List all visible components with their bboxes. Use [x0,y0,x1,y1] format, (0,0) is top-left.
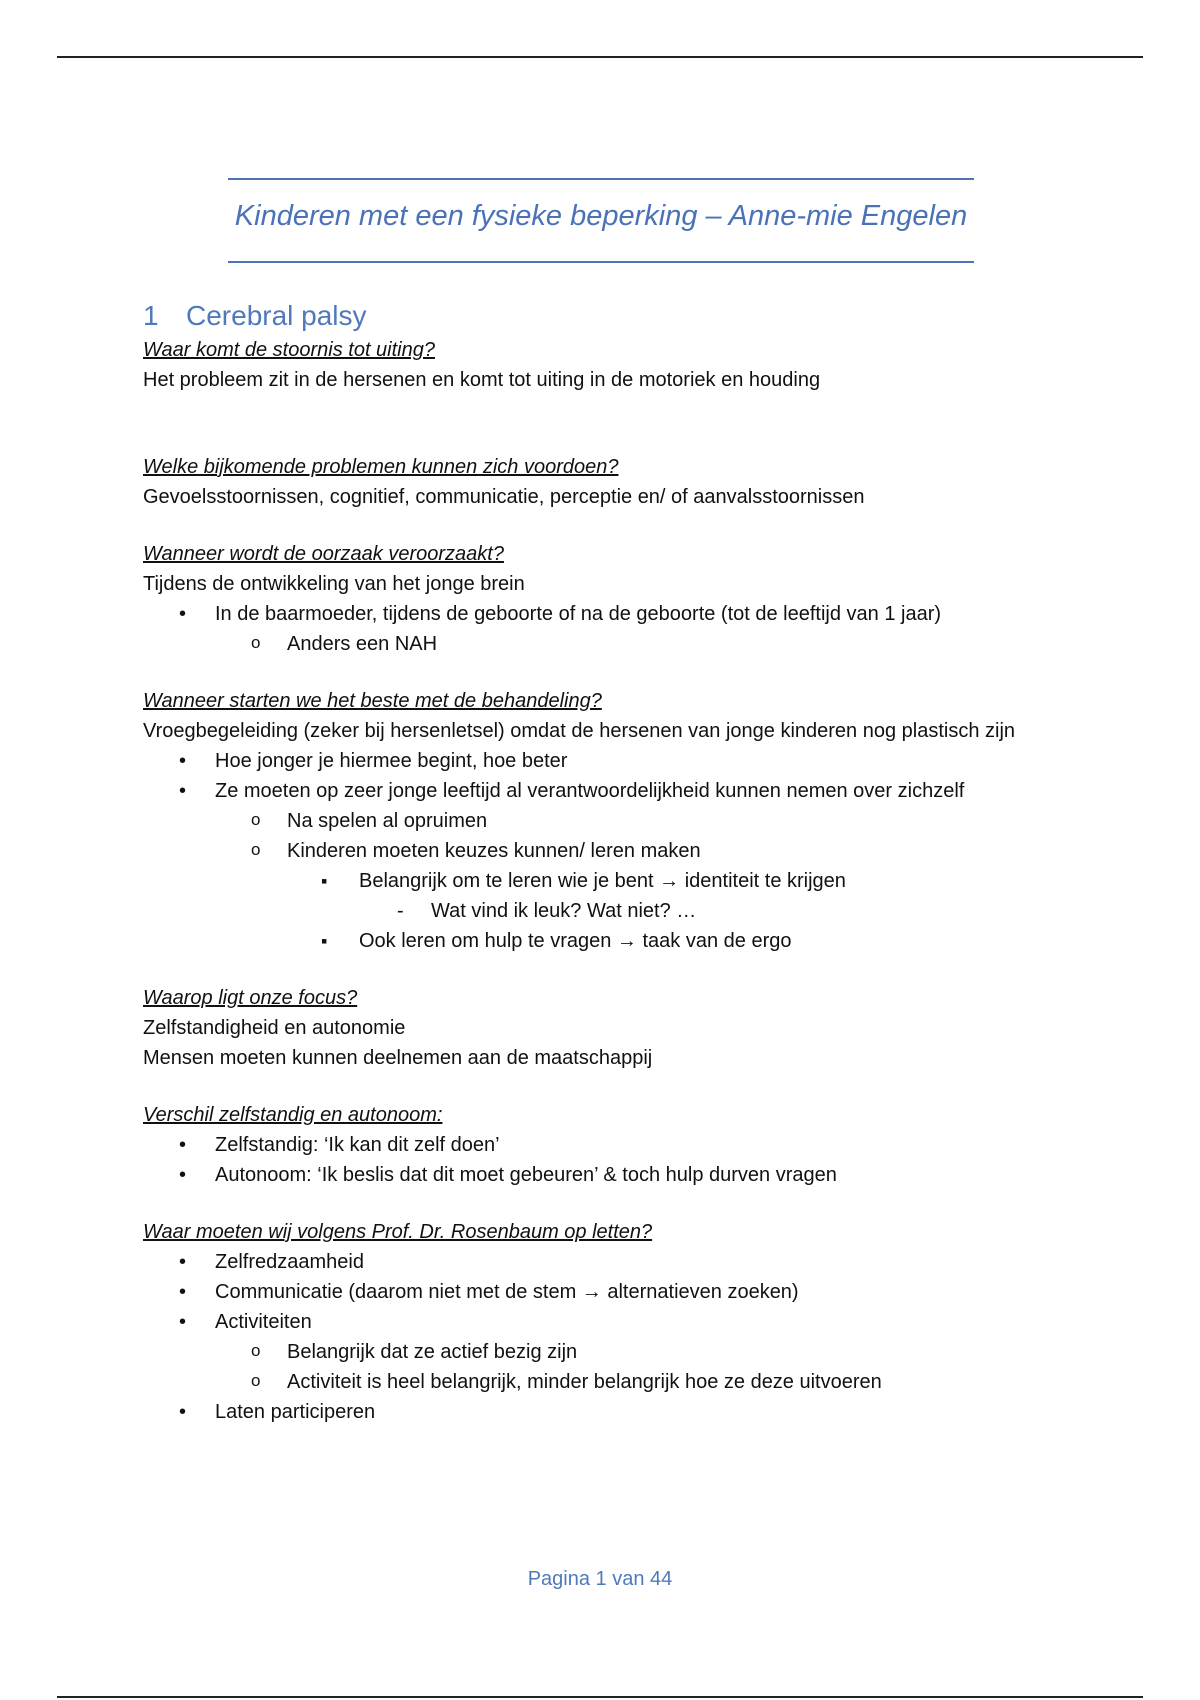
list-item: ▪ Belangrijk om te leren wie je bent → identiteit te krijgen - Wat vind ik leuk? Wat niet? … [287,866,1083,926]
title-bottom-border [228,261,974,263]
list-item: • In de baarmoeder, tijdens de geboorte of na de geboorte (tot de leeftijd van 1 jaar) o Anders een NAH [143,599,1083,659]
question-heading: Wanneer wordt de oorzaak veroorzaakt? [143,543,504,565]
answer-text: Tijdens de ontwikkeling van het jonge brein [143,573,525,595]
list-item: o Anders een NAH [215,629,1083,659]
bullet-list [143,1247,1083,1427]
bullet-list [143,1130,1083,1190]
dash-list [359,896,1083,926]
list-item: • Hoe jonger je hiermee begint, hoe beter [143,746,1083,776]
list-item: - Wat vind ik leuk? Wat niet? … [359,896,1083,926]
sub-list [215,806,1083,956]
page-bottom-rule [57,1696,1143,1698]
answer-text: Het probleem zit in de hersenen en komt tot uiting in de motoriek en houding [143,369,821,391]
title-top-border [228,178,974,180]
question-heading: Welke bijkomende problemen kunnen zich voordoen? [143,456,619,478]
section-number: 1 [143,300,159,331]
list-item: • Laten participeren [143,1397,1083,1427]
page-content [143,296,1083,1427]
title-block [228,178,974,264]
answer-text: Zelfstandigheid en autonomie [143,1017,406,1039]
question-heading: Waar moeten wij volgens Prof. Dr. Rosenbaum op letten? [143,1221,653,1243]
section-heading [143,296,1083,336]
page-number: Pagina 1 van 44 [527,1568,673,1590]
question-heading: Waar komt de stoornis tot uiting? [143,339,435,361]
list-item: • Zelfredzaamheid [143,1247,1083,1277]
square-list [287,866,1083,956]
answer-text: Gevoelsstoornissen, cognitief, communicatie, perceptie en/ of aanvalsstoornissen [143,486,865,508]
list-item: o Belangrijk dat ze actief bezig zijn [215,1337,1083,1367]
list-item: • Activiteiten o Belangrijk dat ze actief bezig zijn o Activiteit is heel belangrijk, minder belangrijk hoe ze deze uitvoeren [143,1307,1083,1397]
list-item: • Zelfstandig: ‘Ik kan dit zelf doen’ [143,1130,1083,1160]
question-heading: Wanneer starten we het beste met de behandeling? [143,690,602,712]
section-title: Cerebral palsy [186,300,367,331]
list-item: • Ze moeten op zeer jonge leeftijd al verantwoordelijkheid kunnen nemen over zichzelf o Na spelen al opruimen o Kinderen moeten keuzes kunnen/ leren maken ▪ Belangrijk om te leren wie je bent → identiteit te krijgen - Wat vind ik leuk? Wat niet? … ▪ Ook leren om hulp te vragen → taak van de ergo [143,776,1083,956]
page-top-rule [57,56,1143,58]
list-item: o Na spelen al opruimen [215,806,1083,836]
list-item: o Kinderen moeten keuzes kunnen/ leren maken ▪ Belangrijk om te leren wie je bent → identiteit te krijgen - Wat vind ik leuk? Wat niet? … ▪ Ook leren om hulp te vragen → taak van de ergo [215,836,1083,956]
bullet-list [143,746,1083,956]
sub-list [215,629,1083,659]
list-item: • Communicatie (daarom niet met de stem → alternatieven zoeken) [143,1277,1083,1307]
document-title: Kinderen met een fysieke beperking – Anne-mie Engelen [234,200,968,232]
answer-text: Mensen moeten kunnen deelnemen aan de maatschappij [143,1047,653,1069]
list-item: o Activiteit is heel belangrijk, minder belangrijk hoe ze deze uitvoeren [215,1367,1083,1397]
sub-list [215,1337,1083,1397]
list-item: • Autonoom: ‘Ik beslis dat dit moet gebeuren’ & toch hulp durven vragen [143,1160,1083,1190]
bullet-list [143,599,1083,659]
question-heading: Waarop ligt onze focus? [143,987,358,1009]
question-heading: Verschil zelfstandig en autonoom: [143,1104,443,1126]
list-item: ▪ Ook leren om hulp te vragen → taak van de ergo [287,926,1083,956]
answer-text: Vroegbegeleiding (zeker bij hersenletsel) omdat de hersenen van jonge kinderen nog plastisch zijn [143,720,1016,742]
